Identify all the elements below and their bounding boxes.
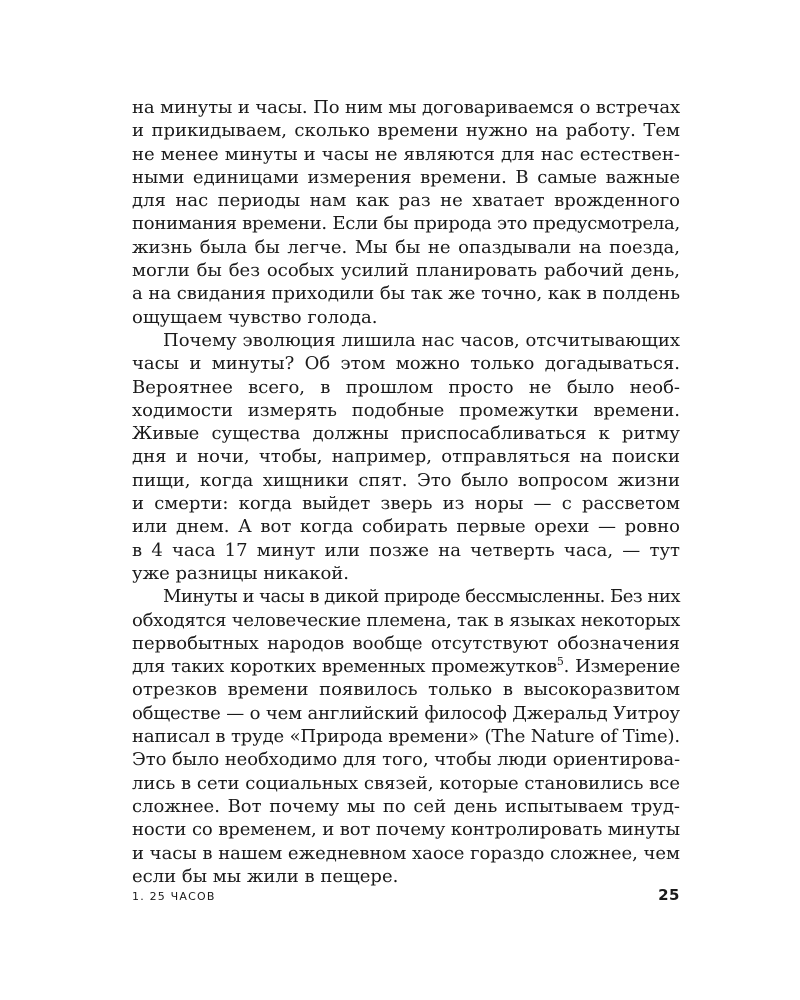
text-line: пищи, когда хищники спят. Это было вопросом жизни (132, 469, 680, 491)
text-line: уже разницы никакой. (132, 562, 349, 584)
text-line: сложнее. Вот почему мы по сей день испытываем труд- (132, 795, 680, 817)
text-line: понимания времени. Если бы природа это предусмотрела, (132, 213, 680, 235)
text-line: на минуты и часы. По ним мы договариваемся о встречах (132, 97, 681, 118)
text-line: ходимости измерять подобные промежутки времени. (132, 399, 680, 421)
running-head: 1. 25 ЧАСОВ (132, 890, 216, 903)
text-line: Минуты и часы в дикой природе бессмысленны. Без них (163, 586, 680, 608)
text-fragment: . Измерение (563, 656, 680, 678)
text-line: или днем. А вот когда собирать первые орехи — ровно (132, 516, 680, 538)
text-line-with-footnote (132, 655, 680, 678)
text-line: Почему эволюция лишила нас часов, отсчитывающих (163, 329, 680, 351)
text-line: первобытных народов вообще отсутствуют обозначения (132, 632, 680, 654)
text-line: и смерти: когда выйдет зверь из норы — с рассветом (132, 493, 680, 515)
text-line: для нас периоды нам как раз не хватает врожденного (132, 190, 680, 212)
text-line: не менее минуты и часы не являются для нас естествен- (132, 143, 680, 165)
text-line: в 4 часа 17 минут или позже на четверть часа, — тут (132, 539, 680, 561)
page-number: 25 (658, 886, 680, 904)
text-line: могли бы без особых усилий планировать рабочий день, (132, 260, 680, 282)
text-line: часы и минуты? Об этом можно только догадываться. (132, 353, 680, 375)
text-fragment: для таких коротких временных промежутков (132, 656, 557, 678)
text-line: и прикидываем, сколько времени нужно на работу. Тем (132, 120, 680, 142)
text-line: ными единицами измерения времени. В самые важные (132, 166, 680, 188)
text-line: если бы мы жили в пещере. (132, 865, 399, 887)
text-line: лись в сети социальных связей, которые становились все (132, 772, 681, 794)
text-line: Живые существа должны приспосабливаться к ритму (132, 423, 680, 445)
text-line: Вероятнее всего, в прошлом просто не было необ- (132, 376, 680, 398)
text-line: а на свидания приходили бы так же точно, как в полдень (132, 283, 680, 305)
text-line: дня и ночи, чтобы, например, отправляться на поиски (132, 446, 680, 468)
text-line: Это было необходимо для того, чтобы люди ориентирова- (132, 749, 681, 771)
text-line: отрезков времени появилось только в высокоразвитом (132, 679, 680, 701)
text-line: обществе — о чем английский философ Джеральд Уитроу (132, 702, 680, 724)
text-line: ощущаем чувство голода. (132, 306, 378, 328)
body-text (132, 96, 680, 888)
footnote-marker[interactable]: 5 (556, 655, 564, 669)
text-line: написал в труде «Природа времени» (The Nature of Time). (132, 726, 680, 748)
text-line: ности со временем, и вот почему контролировать минуты (132, 819, 680, 841)
text-line: и часы в нашем ежедневном хаосе гораздо сложнее, чем (132, 842, 680, 864)
text-line: жизнь была бы легче. Мы бы не опаздывали на поезда, (132, 236, 680, 258)
text-line: обходятся человеческие племена, так в языках некоторых (132, 609, 681, 631)
page-footer (132, 886, 680, 910)
